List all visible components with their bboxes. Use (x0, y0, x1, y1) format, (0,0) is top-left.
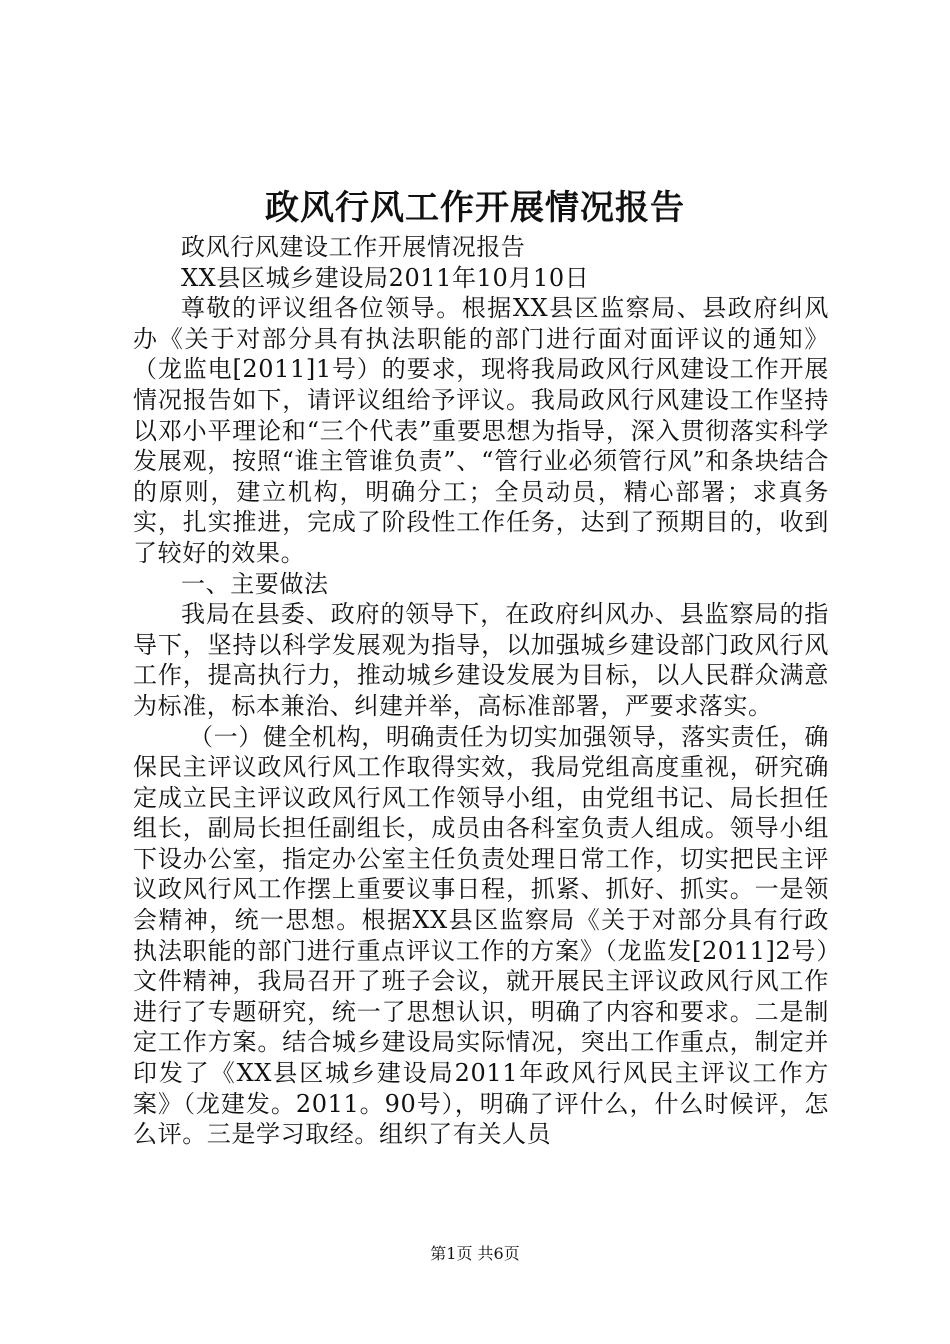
document-body (133, 232, 829, 1150)
body-paragraph: 我局在县委、政府的领导下，在政府纠风办、县监察局的指导下，坚持以科学发展观为指导，以加强城乡建设部门政风行风工作，提高执行力，推动城乡建设发展为目标，以人民群众满意为标准，标本兼治、纠建并举，高标准部署，严要求落实。 (133, 600, 829, 720)
body-paragraph: （一）健全机构，明确责任为切实加强领导，落实责任，确保民主评议政风行风工作取得实效，我局党组高度重视，研究确定成立民主评议政风行风工作领导小组，由党组书记、局长担任组长，副局长担任副组长，成员由各科室负责人组成。领导小组下设办公室，指定办公室主任负责处理日常工作，切实把民主评议政风行风工作摆上重要议事日程，抓紧、抓好、抓实。一是领会精神，统一思想。根据XX县区监察局《关于对部分具有行政执法职能的部门进行重点评议工作的方案》（龙监发[2011]2号）文件精神，我局召开了班子会议，就开展民主评议政风行风工作进行了专题研究，统一了思想认识，明确了内容和要求。二是制定工作方案。结合城乡建设局实际情况，突出工作重点，制定并印发了《XX县区城乡建设局2011年政风行风民主评议工作方案》（龙建发。2011。90号），明确了评什么，什么时候评，怎么评。三是学习取经。组织了有关人员 (133, 722, 829, 1149)
date-line-paragraph: XX县区城乡建设局2011年10月10日 (181, 263, 590, 292)
page-footer: 第1页 共6页 (430, 1244, 520, 1263)
document-title: 政风行风工作开展情况报告 (265, 188, 685, 228)
subtitle-paragraph: 政风行风建设工作开展情况报告 (181, 233, 526, 261)
section-heading: 一、主要做法 (181, 569, 329, 598)
intro-paragraph: 尊敬的评议组各位领导。根据XX县区监察局、县政府纠风办《关于对部分具有执法职能的部门进行面对面评议的通知》（龙监电[2011]1号）的要求，现将我局政风行风建设工作开展情况报告如下，请评议组给予评议。我局政风行风建设工作坚持以邓小平理论和“三个代表”重要思想为指导，深入贯彻落实科学发展观，按照“谁主管谁负责”、“管行业必须管行风”和条块结合的原则，建立机构，明确分工；全员动员，精心部署；求真务实，扎实推进，完成了阶段性工作任务，达到了预期目的，收到了较好的效果。 (133, 294, 829, 567)
